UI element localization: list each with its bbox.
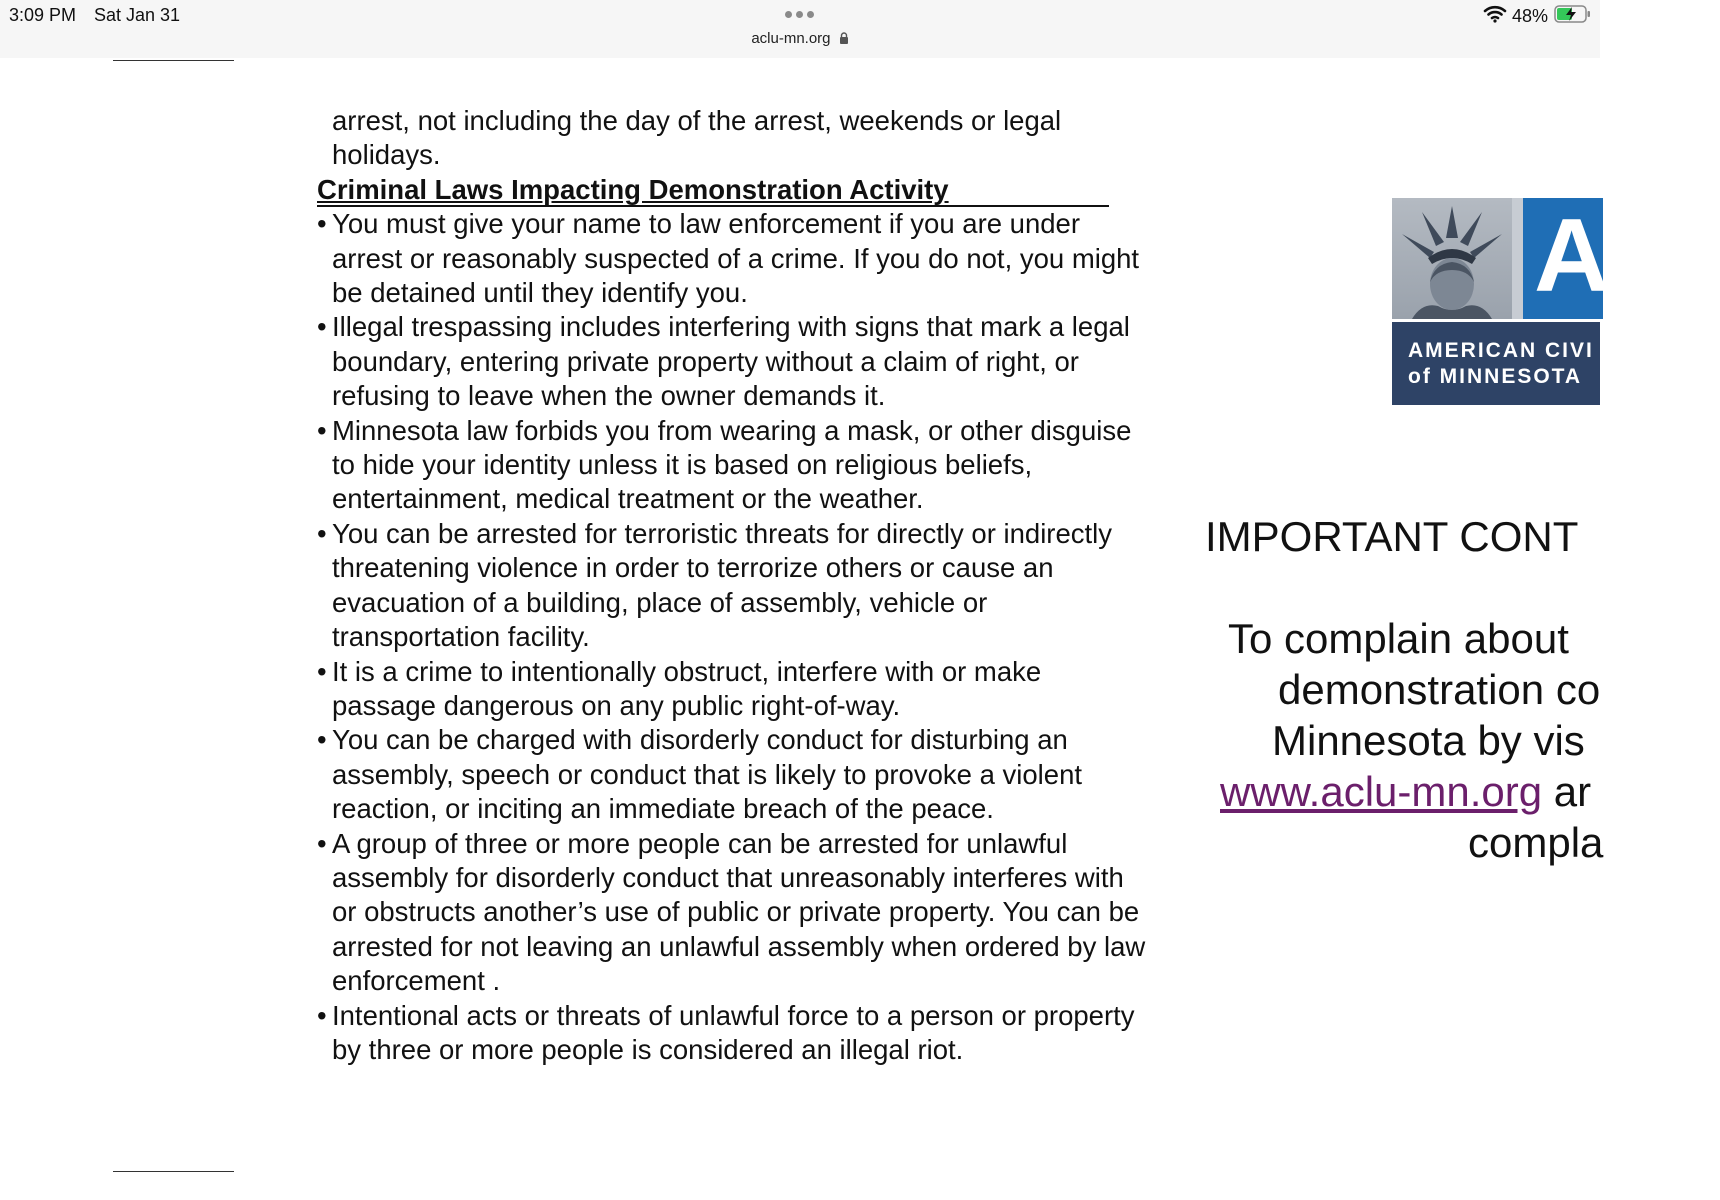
list-item	[317, 655, 1147, 724]
complain-line: demonstration co	[1278, 666, 1601, 713]
bullet-icon: •	[317, 827, 327, 859]
aclu-mn-link[interactable]: www.aclu-mn.org	[1220, 768, 1543, 815]
bullet-icon: •	[317, 999, 327, 1031]
page-rule-top	[113, 60, 234, 61]
bullet-icon: •	[317, 655, 327, 687]
bullet-icon: •	[317, 724, 327, 756]
bullet-icon: •	[317, 517, 327, 549]
list-item-text: A group of three or more people can be arrested for unlawful assembly for disorderly conduct that unreasonably interferes with or obstructs another’s use of public or private property. You can be arrested for not leaving an unlawful assembly when ordered by law enforcement .	[332, 827, 1146, 997]
lock-icon	[839, 31, 849, 48]
bullet-icon: •	[317, 414, 327, 446]
complain-line: compla	[1468, 819, 1604, 866]
list-item-text: It is a crime to intentionally obstruct, interfere with or make passage dangerous on any public right-of-way.	[332, 655, 1042, 721]
list-item-text: Minnesota law forbids you from wearing a mask, or other disguise to hide your identity unless it is based on religious beliefs, entertainment, medical treatment or the weather.	[332, 414, 1132, 515]
bullet-icon: •	[317, 208, 327, 240]
statue-of-liberty-icon	[1392, 198, 1512, 319]
logo-name-panel	[1392, 322, 1600, 405]
list-item-text: You can be charged with disorderly conduct for disturbing an assembly, speech or conduct that is likely to provoke a violent reaction, or inciting an immediate breach of the peace.	[332, 724, 1083, 825]
continuation-paragraph: arrest, not including the day of the arrest, weekends or legal holidays.	[332, 105, 1062, 171]
important-contacts-heading: IMPORTANT CONT	[1205, 513, 1579, 560]
logo-letter: A	[1534, 198, 1610, 314]
logo-line1: AMERICAN CIVI	[1408, 339, 1594, 362]
section-heading-text: Criminal Laws Impacting Demonstration Activity	[317, 173, 949, 205]
bullet-icon: •	[317, 311, 327, 343]
list-item	[317, 723, 1147, 826]
multitasking-dots-icon[interactable]	[785, 11, 814, 18]
section-heading	[317, 173, 1109, 207]
list-item	[317, 517, 1147, 655]
list-item	[317, 827, 1147, 999]
page-rule-bottom	[113, 1171, 234, 1172]
complain-paragraph	[1200, 613, 1720, 868]
aclu-logo	[1392, 198, 1610, 405]
list-item-text: You can be arrested for terroristic threats for directly or indirectly threatening violence in order to terrorize others or cause an evacuation of a building, place of assembly, vehicle or transportation facility.	[332, 517, 1113, 653]
criminal-laws-list	[317, 207, 1147, 1067]
wifi-icon	[1484, 5, 1506, 28]
complain-line: Minnesota by vis	[1272, 717, 1585, 764]
browser-topbar	[0, 0, 1600, 58]
list-item	[317, 310, 1147, 413]
list-item-text: You must give your name to law enforcement if you are under arrest or reasonably suspected of a crime. If you do not, you might be detained until they identify you.	[332, 208, 1140, 309]
status-time: 3:09 PM	[9, 5, 77, 25]
list-item-text: Illegal trespassing includes interfering with signs that mark a legal boundary, entering private property without a claim of right, or refusing to leave when the owner demands it.	[332, 311, 1130, 412]
status-right	[1484, 4, 1592, 29]
url-text[interactable]: aclu-mn.org	[751, 30, 831, 47]
document-body	[317, 104, 1147, 1067]
battery-charging-icon	[1554, 4, 1592, 29]
list-item	[317, 207, 1147, 310]
status-date: Sat Jan 31	[94, 5, 181, 25]
list-item-text: Intentional acts or threats of unlawful force to a person or property by three or more people is considered an illegal riot.	[332, 999, 1135, 1065]
list-item	[317, 999, 1147, 1068]
battery-percent: 48%	[1511, 6, 1548, 26]
list-item	[317, 414, 1147, 517]
complain-link-tail: ar	[1542, 768, 1592, 815]
address-bar[interactable]	[0, 30, 1600, 48]
complain-line: To complain about	[1228, 615, 1569, 662]
logo-line2: of MINNESOTA	[1408, 365, 1583, 388]
complain-link-line	[1200, 766, 1720, 817]
